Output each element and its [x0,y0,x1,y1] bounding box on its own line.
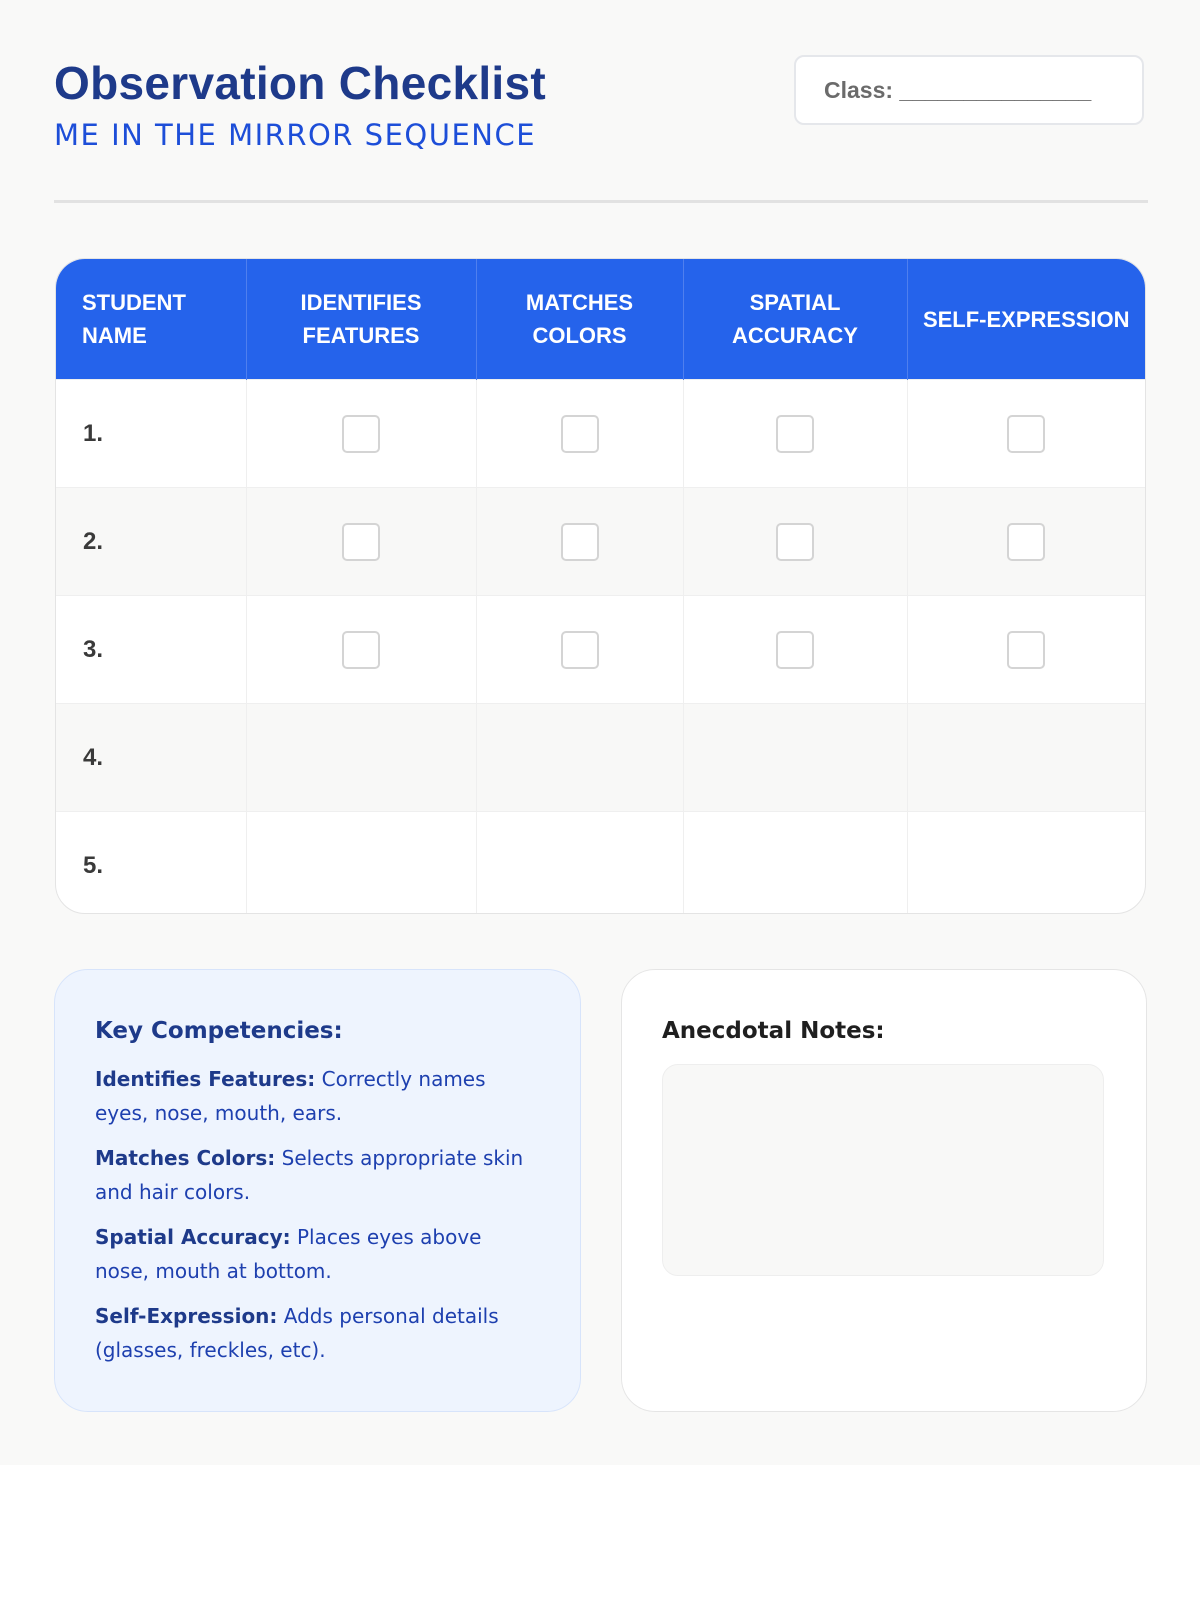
table-row [56,488,1145,596]
table-row [56,596,1145,704]
table-cell [907,488,1145,596]
table-header-row [56,259,1145,380]
anecdotal-notes-heading: Anecdotal Notes: [662,1018,885,1044]
competency-description: Selects appropriate skin and hair colors. [95,1146,524,1204]
anecdotal-notes-area[interactable] [662,1064,1104,1276]
observation-table [55,258,1146,914]
competency-term: Matches Colors: [95,1146,276,1170]
table-cell [683,488,907,596]
table-cell [683,704,907,812]
checkbox[interactable] [1007,631,1045,669]
table-cell [476,380,683,488]
table-cell [476,488,683,596]
competency-term: Self-Expression: [95,1304,278,1328]
column-header-spatial-accuracy: SPATIAL ACCURACY [683,259,907,380]
table-cell [907,596,1145,704]
page-title: Observation Checklist [54,57,547,109]
student-number: 1. [56,380,246,488]
checkbox[interactable] [342,415,380,453]
competency-term: Spatial Accuracy: [95,1225,291,1249]
table-cell [683,380,907,488]
column-header-identifies-features: IDENTIFIES FEATURES [246,259,476,380]
checkbox[interactable] [776,631,814,669]
column-header-student-name: STUDENT NAME [56,259,246,380]
table-cell [476,812,683,915]
checkbox[interactable] [1007,523,1045,561]
table-cell [476,704,683,812]
student-number: 2. [56,488,246,596]
column-header-self-expression: SELF-EXPRESSION [907,259,1145,380]
key-competencies-heading: Key Competencies: [95,1018,343,1044]
table-cell [246,380,476,488]
class-field[interactable]: Class: _______________ [794,55,1144,125]
competency-item [95,1141,540,1209]
table-cell [683,596,907,704]
key-competencies-card [54,969,581,1412]
table-row [56,380,1145,488]
table-cell [476,596,683,704]
table-cell [907,812,1145,915]
table-cell [683,812,907,915]
checkbox[interactable] [561,631,599,669]
table-cell [246,596,476,704]
table-row [56,812,1145,915]
checkbox[interactable] [776,523,814,561]
checkbox[interactable] [561,523,599,561]
table-cell [246,704,476,812]
table-cell [907,704,1145,812]
competency-item [95,1299,540,1367]
competency-term: Identifies Features: [95,1067,316,1091]
checkbox[interactable] [342,631,380,669]
competency-item [95,1062,540,1130]
student-number: 5. [56,812,246,915]
checkbox[interactable] [1007,415,1045,453]
competency-description: Places eyes above nose, mouth at bottom. [95,1225,482,1283]
competency-description: Adds personal details (glasses, freckles, etc). [95,1304,499,1362]
checkbox[interactable] [342,523,380,561]
column-header-matches-colors: MATCHES COLORS [476,259,683,380]
anecdotal-notes-card [621,969,1147,1412]
page-subtitle: ME IN THE MIRROR SEQUENCE [54,118,537,152]
student-number: 3. [56,596,246,704]
student-number: 4. [56,704,246,812]
table-cell [246,488,476,596]
table-body [56,380,1145,915]
competency-item [95,1220,540,1288]
checkbox[interactable] [561,415,599,453]
checkbox[interactable] [776,415,814,453]
table-row [56,704,1145,812]
header-divider [54,200,1148,203]
competency-description: Correctly names eyes, nose, mouth, ears. [95,1067,486,1125]
table-cell [246,812,476,915]
table-cell [907,380,1145,488]
